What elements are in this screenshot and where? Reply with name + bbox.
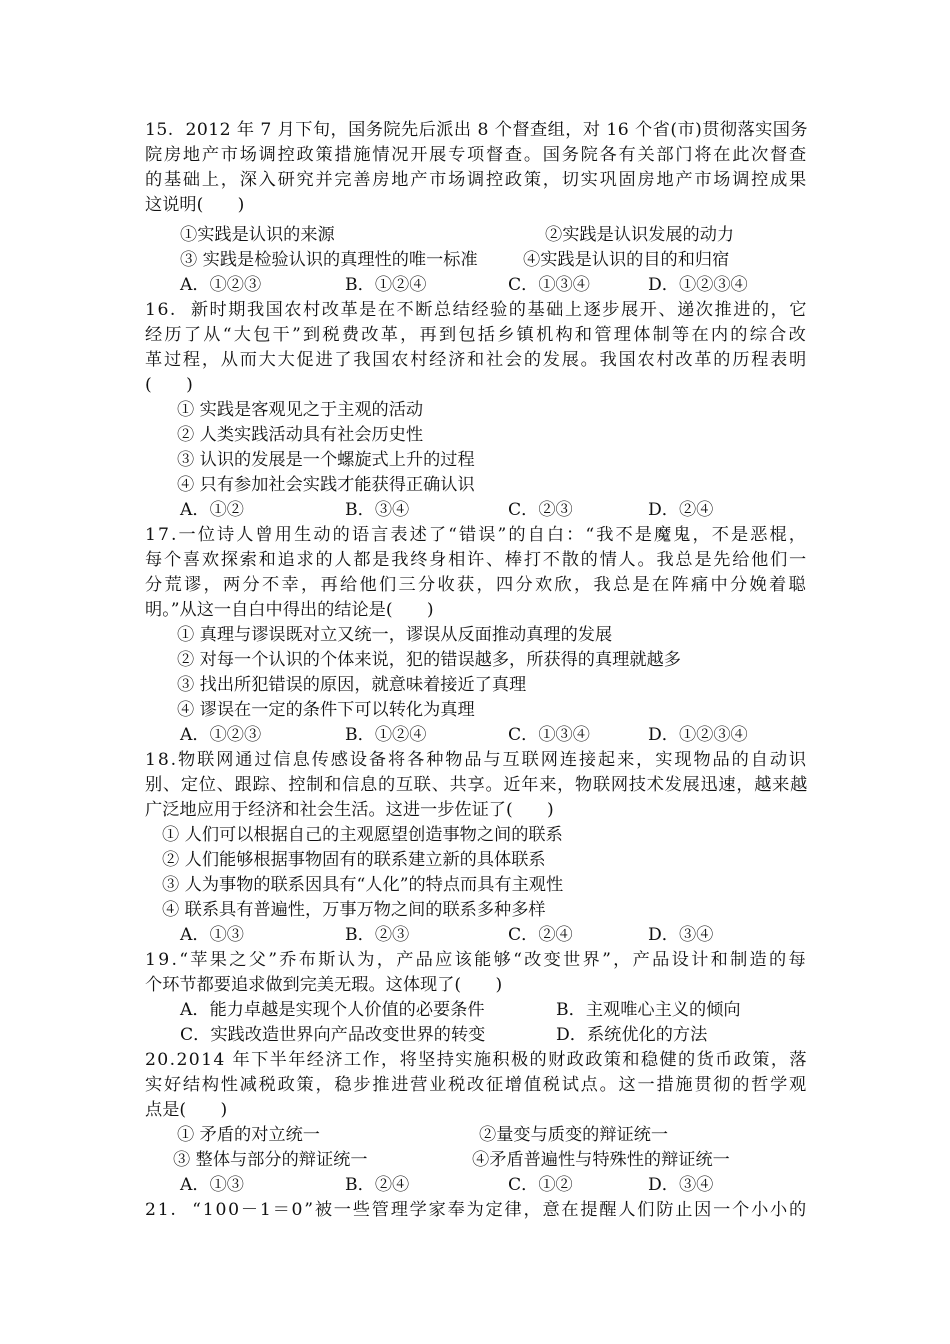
question-15-line-3: 的基础上，深入研究并完善房地产市场调控政策，切实巩固房地产市场调控成果	[145, 170, 808, 190]
question-17-choice-c: C．①③④	[508, 725, 590, 745]
question-21-line-1: 21. “100－1＝0”被一些管理学家奉为定律，意在提醒人们防止因一个小小的	[145, 1200, 808, 1220]
question-17-statement-3: ③ 找出所犯错误的原因，就意味着接近了真理	[177, 675, 527, 695]
question-20-choice-c: C．①②	[508, 1175, 573, 1195]
question-19-line-1: 19.“苹果之父”乔布斯认为，产品应该能够“改变世界”，产品设计和制造的每	[145, 950, 808, 970]
question-16-line-4: ( )	[145, 375, 193, 395]
question-16-choice-a: A．①②	[180, 500, 244, 520]
question-19-option-d: D．系统优化的方法	[556, 1025, 708, 1045]
question-20-line-1: 20.2014 年下半年经济工作，将坚持实施积极的财政政策和稳健的货币政策，落	[145, 1050, 808, 1070]
question-16-line-2: 经历了从“大包干”到税费改革，再到包括乡镇机构和管理体制等在内的综合改	[145, 325, 808, 345]
question-16-choice-c: C．②③	[508, 500, 573, 520]
question-18-statement-1: ① 人们可以根据自己的主观愿望创造事物之间的联系	[162, 825, 563, 845]
question-20-choice-b: B．②④	[345, 1175, 410, 1195]
question-15-statement-3: ③ 实践是检验认识的真理性的唯一标准	[180, 250, 478, 270]
question-16-statement-2: ② 人类实践活动具有社会历史性	[177, 425, 424, 445]
question-17-line-2: 每个喜欢探索和追求的人都是我终身相许、棒打不散的情人。我总是先给他们一	[145, 550, 808, 570]
question-18-choice-a: A．①③	[180, 925, 244, 945]
question-18-line-2: 别、定位、跟踪、控制和信息的互联、共享。近年来，物联网技术发展迅速，越来越	[145, 775, 808, 795]
question-15-choice-c: C．①③④	[508, 275, 590, 295]
question-20-statement-4: ④矛盾普遍性与特殊性的辩证统一	[472, 1150, 730, 1170]
question-17-choice-b: B．①②④	[345, 725, 427, 745]
question-15-line-2: 院房地产市场调控政策措施情况开展专项督查。国务院各有关部门将在此次督查	[145, 145, 808, 165]
question-16-statement-1: ① 实践是客观见之于主观的活动	[177, 400, 424, 420]
question-18-choice-b: B．②③	[345, 925, 410, 945]
question-19-option-a: A．能力卓越是实现个人价值的必要条件	[180, 1000, 485, 1020]
question-16-statement-4: ④ 只有参加社会实践才能获得正确认识	[177, 475, 475, 495]
question-20-line-3: 点是( )	[145, 1100, 228, 1120]
question-16-choice-d: D．②④	[648, 500, 714, 520]
question-18-choice-c: C．②④	[508, 925, 573, 945]
question-17-choice-a: A．①②③	[180, 725, 262, 745]
question-20-statement-1: ① 矛盾的对立统一	[177, 1125, 320, 1145]
question-17-statement-1: ① 真理与谬误既对立又统一，谬误从反面推动真理的发展	[177, 625, 613, 645]
question-17-choice-d: D．①②③④	[648, 725, 748, 745]
question-18-line-3: 广泛地应用于经济和社会生活。这进一步佐证了( )	[145, 800, 554, 820]
question-16-choice-b: B．③④	[345, 500, 410, 520]
question-17-line-3: 分荒谬，两分不幸，再给他们三分收获，四分欢欣，我总是在阵痛中分娩着聪	[145, 575, 808, 595]
question-15-choice-b: B．①②④	[345, 275, 427, 295]
question-19-option-c: C．实践改造世界向产品改变世界的转变	[180, 1025, 486, 1045]
question-15-line-1: 15. 2012 年 7 月下旬，国务院先后派出 8 个督查组，对 16 个省(市)贯彻落实国务	[145, 120, 808, 140]
question-18-statement-2: ② 人们能够根据事物固有的联系建立新的具体联系	[162, 850, 546, 870]
question-20-choice-d: D．③④	[648, 1175, 714, 1195]
question-17-statement-4: ④ 谬误在一定的条件下可以转化为真理	[177, 700, 475, 720]
question-18-statement-3: ③ 人为事物的联系因具有“人化”的特点而具有主观性	[162, 875, 564, 895]
question-19-option-b: B．主观唯心主义的倾向	[556, 1000, 741, 1020]
question-15-statement-2: ②实践是认识发展的动力	[545, 225, 735, 245]
question-17-line-1: 17.一位诗人曾用生动的语言表述了“错误”的自白：“我不是魔鬼，不是恶棍，	[145, 525, 808, 545]
question-20-line-2: 实好结构性减税政策，稳步推进营业税改征增值税试点。这一措施贯彻的哲学观	[145, 1075, 808, 1095]
question-19-line-2: 个环节都要追求做到完美无瑕。这体现了( )	[145, 975, 503, 995]
question-18-line-1: 18.物联网通过信息传感设备将各种物品与互联网连接起来，实现物品的自动识	[145, 750, 808, 770]
question-15-choice-d: D．①②③④	[648, 275, 748, 295]
question-15-statement-4: ④实践是认识的目的和归宿	[523, 250, 730, 270]
question-15-choice-a: A．①②③	[180, 275, 262, 295]
question-16-line-3: 革过程，从而大大促进了我国农村经济和社会的发展。我国农村改革的历程表明	[145, 350, 808, 370]
question-18-statement-4: ④ 联系具有普遍性，万事万物之间的联系多种多样	[162, 900, 546, 920]
question-17-statement-2: ② 对每一个认识的个体来说，犯的错误越多，所获得的真理就越多	[177, 650, 681, 670]
question-16-line-1: 16. 新时期我国农村改革是在不断总结经验的基础上逐步展开、递次推进的，它	[145, 300, 808, 320]
question-15-line-4: 这说明( )	[145, 195, 245, 215]
question-20-choice-a: A．①③	[180, 1175, 244, 1195]
question-20-statement-2: ②量变与质变的辩证统一	[479, 1125, 669, 1145]
question-18-choice-d: D．③④	[648, 925, 714, 945]
question-17-line-4: 明。”从这一自白中得出的结论是( )	[145, 600, 434, 620]
question-20-statement-3: ③ 整体与部分的辩证统一	[173, 1150, 368, 1170]
question-15-statement-1: ①实践是认识的来源	[180, 225, 335, 245]
question-16-statement-3: ③ 认识的发展是一个螺旋式上升的过程	[177, 450, 475, 470]
